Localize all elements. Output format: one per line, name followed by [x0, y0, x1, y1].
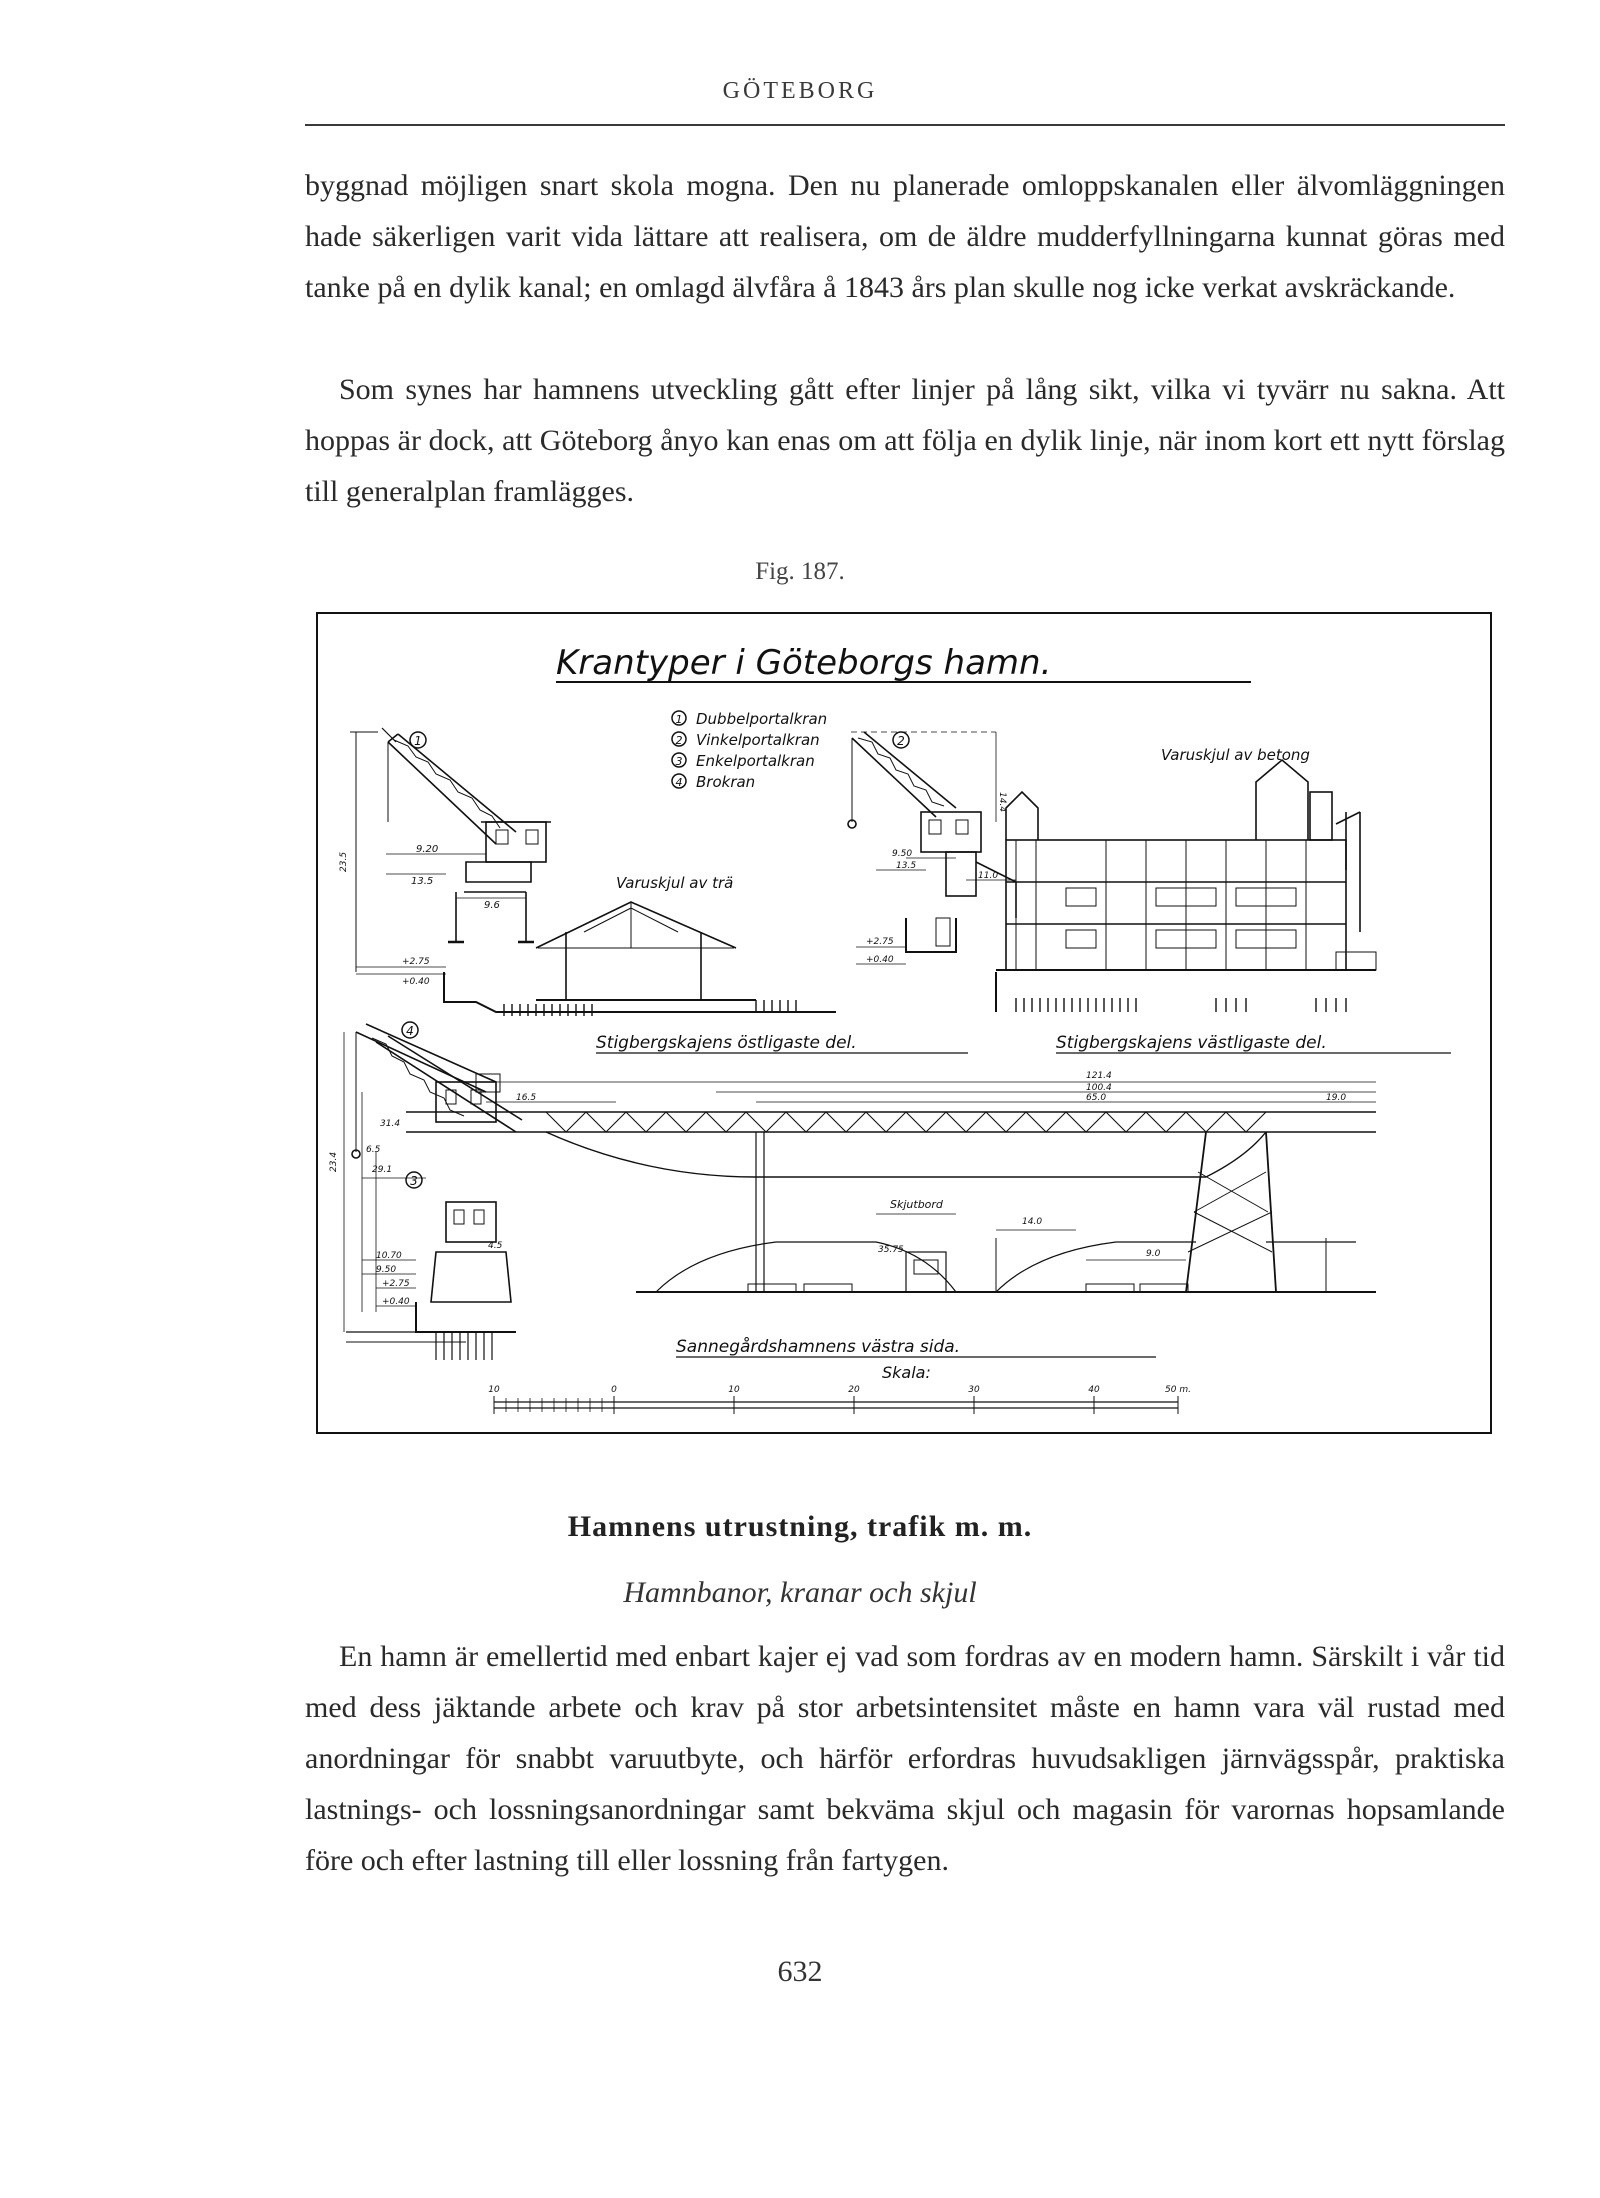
svg-text:Brokran: Brokran [696, 773, 756, 791]
quay-piles-west [1016, 998, 1346, 1012]
svg-text:3: 3 [410, 1174, 418, 1188]
dim-label: 4.5 [488, 1241, 503, 1251]
scale-bar [494, 1396, 1178, 1414]
scale-tick-label: 10 [488, 1385, 500, 1395]
section-label-east: Stigbergskajens östligaste del. [596, 1033, 857, 1053]
dim-label: 9.50 [892, 849, 913, 859]
page-number: 632 [777, 1955, 823, 1988]
wooden-shed-drawing [536, 902, 756, 1000]
svg-text:1: 1 [414, 734, 422, 748]
dim-label: +0.40 [866, 955, 894, 965]
crane-3-marker [406, 1172, 422, 1188]
section-title: Hamnens utrustning, trafik m. m. [567, 1510, 1033, 1543]
dim-label: 13.5 [896, 861, 917, 871]
crane-2-drawing [848, 732, 1016, 964]
legend-item [672, 731, 820, 749]
scale-tick-label: 40 [1088, 1385, 1100, 1395]
crane-2-marker [893, 732, 909, 748]
wooden-shed-label: Varuskjul av trä [616, 874, 734, 892]
legend-item [672, 710, 827, 728]
dim-label: 9.6 [484, 900, 500, 911]
svg-text:Vinkelportalkran: Vinkelportalkran [696, 731, 820, 749]
svg-text:4: 4 [406, 1024, 414, 1038]
dim-label: 16.5 [516, 1093, 537, 1103]
bridge-crane-drawing [406, 1082, 1376, 1292]
dim-label: 23.5 [339, 851, 349, 872]
dim-label: 100.4 [1086, 1083, 1112, 1093]
section-label-west: Stigbergskajens västligaste del. [1056, 1033, 1327, 1053]
dim-label: 23.4 [329, 1151, 339, 1172]
dim-label: 9.50 [376, 1265, 397, 1275]
dim-label: +2.75 [382, 1279, 410, 1289]
figure-caption: Fig. 187. [755, 558, 845, 585]
svg-text:Enkelportalkran: Enkelportalkran [696, 752, 815, 770]
bridge-dimensions [516, 1071, 1346, 1259]
crane-3-dimensions [329, 1119, 503, 1307]
svg-text:3: 3 [675, 755, 683, 768]
dim-label: 35.75 [878, 1245, 904, 1255]
legend-item [672, 773, 755, 791]
scale-ticks [488, 1385, 1191, 1395]
paragraph-3: En hamn är emellertid med enbart kajer ej vad som fordras av en modern hamn. Särskilt i vår tid med dess jäktande arbete och krav på stor arbetsintensitet måste en hamn vara väl rustad med anordningar för snabbt varuutbyte, och härför erfordras huvudsakligen järnvägsspår, praktiska lastnings- och lossningsanordningar samt bekväma skjul och magasin för varornas hopsamlande före och efter lastning till eller lossning från fartygen. [305, 1640, 1505, 1877]
dim-label: 29.1 [372, 1165, 393, 1175]
dim-label: 9.0 [1146, 1249, 1161, 1259]
dim-label: +2.75 [866, 937, 894, 947]
crane-1-drawing [350, 728, 836, 1012]
dim-label: 10.70 [376, 1251, 402, 1261]
scale-title: Skala: [882, 1363, 931, 1382]
svg-text:2: 2 [897, 734, 905, 748]
scale-tick-label: 30 [968, 1385, 980, 1395]
paragraph-1: byggnad möjligen snart skola mogna. Den nu planerade omloppskanalen eller älvomläggningen hade säkerligen varit vida lättare att realisera, om de äldre mudderfyllningarna kunnat göras med tanke på en dylik kanal; en omlagd älvfåra å 1843 års plan skulle nog icke verkat avskräckande. [305, 169, 1505, 304]
svg-text:4: 4 [675, 776, 683, 789]
scale-tick-label: 50 m. [1165, 1385, 1191, 1395]
section-subtitle: Hamnbanor, kranar och skjul [623, 1576, 977, 1609]
crane-1-dimensions [339, 844, 500, 987]
crane-types-figure [316, 612, 1492, 1434]
svg-text:2: 2 [675, 734, 683, 747]
crane-1-marker [410, 732, 426, 748]
dim-label: 11.0 [978, 871, 999, 881]
dim-label: 121.4 [1086, 1071, 1112, 1081]
dim-label: 14.4 [997, 792, 1007, 813]
scale-tick-label: 20 [848, 1385, 860, 1395]
dim-label: 13.5 [411, 876, 434, 887]
svg-text:1: 1 [675, 713, 683, 726]
legend [672, 710, 827, 791]
dim-label: 19.0 [1326, 1093, 1347, 1103]
paragraph-2: Som synes har hamnens utveckling gått efter linjer på lång sikt, vilka vi tyvärr nu sakna. Att hoppas är dock, att Göteborg ånyo kan enas om att följa en dylik linje, när inom kort ett nytt förslag till generalplan framlägges. [305, 373, 1505, 508]
dim-label: +0.40 [382, 1297, 410, 1307]
crane-4-marker [402, 1022, 418, 1038]
running-head: GÖTEBORG [722, 78, 878, 104]
header-rule [305, 124, 1505, 126]
dim-label: 65.0 [1086, 1093, 1107, 1103]
skjutbord-label: Skjutbord [890, 1198, 943, 1211]
scale-tick-label: 10 [728, 1385, 740, 1395]
concrete-shed-drawing [996, 760, 1376, 1012]
dim-label: +0.40 [402, 977, 430, 987]
quay-piles-east [504, 1000, 796, 1016]
concrete-shed-label: Varuskjul av betong [1161, 746, 1310, 764]
svg-text:Dubbelportalkran: Dubbelportalkran [696, 710, 828, 728]
dim-label: 14.0 [1022, 1217, 1043, 1227]
dim-label: +2.75 [402, 957, 430, 967]
scale-tick-label: 0 [611, 1385, 617, 1395]
dim-label: 9.20 [416, 844, 439, 855]
dim-label: 31.4 [380, 1119, 401, 1129]
legend-item [672, 752, 815, 770]
figure-title: Krantyper i Göteborgs hamn. [556, 643, 1052, 683]
dim-label: 6.5 [366, 1145, 381, 1155]
crane-3-drawing [344, 1024, 522, 1360]
section-label-bottom: Sannegårdshamnens västra sida. [676, 1337, 961, 1357]
